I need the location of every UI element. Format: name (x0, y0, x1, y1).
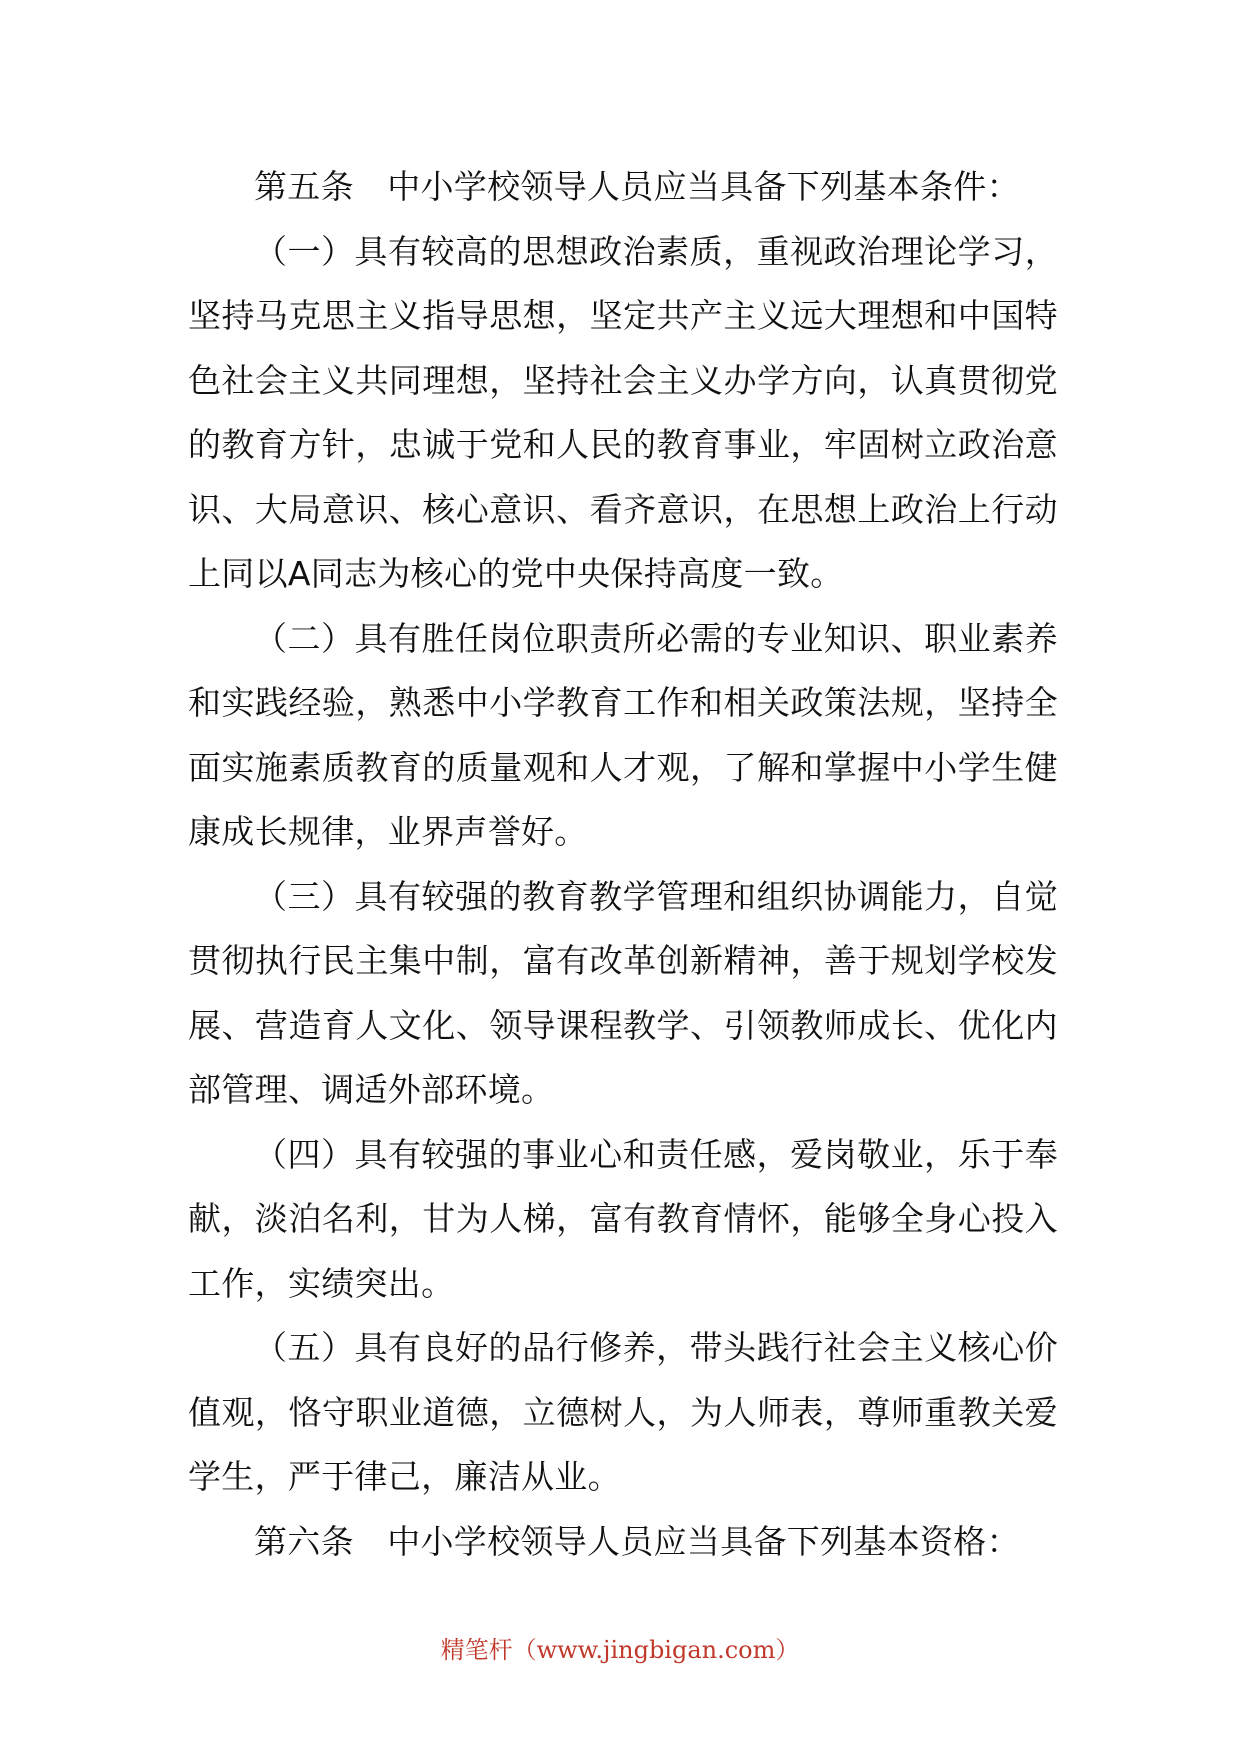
condition-3-paragraph: （三）具有较强的教育教学管理和组织协调能力，自觉贯彻执行民主集中制，富有改革创新精神，善于规划学校发展、营造育人文化、领导课程教学、引领教师成长、优化内部管理、调适外部环境。 (188, 876, 1058, 1109)
article-6-heading: 第六条 中小学校领导人员应当具备下列基本资格： (254, 1521, 1020, 1561)
article-5-heading: 第五条 中小学校领导人员应当具备下列基本条件： (254, 167, 1020, 206)
condition-5-paragraph: （五）具有良好的品行修养，带头践行社会主义核心价值观，恪守职业道德，立德树人，为人师表，尊师重教关爱学生，严于律己，廉洁从业。 (188, 1328, 1058, 1496)
condition-2-paragraph: （二）具有胜任岗位职责所必需的专业知识、职业素养和实践经验，熟悉中小学教育工作和相关政策法规，坚持全面实施素质教育的质量观和人才观，了解和掌握中小学生健康成长规律，业界声誉好。 (188, 618, 1058, 851)
condition-1-paragraph: （一）具有较高的思想政治素质，重视政治理论学习，坚持马克思主义指导思想，坚定共产主义远大理想和中国特色社会主义共同理想，坚持社会主义办学方向，认真贯彻党的教育方针，忠诚于党和人民的教育事业，牢固树立政治意识、大局意识、核心意识、看齐意识，在思想上政治上行动上同以A同志为核心的党中央保持高度一致。 (188, 231, 1058, 593)
condition-4-paragraph: （四）具有较强的事业心和责任感，爱岗敬业，乐于奉献，淡泊名利，甘为人梯，富有教育情怀，能够全身心投入工作，实绩突出。 (188, 1134, 1058, 1303)
footer-watermark: 精笔杆（www.jingbigan.com） (440, 1636, 800, 1664)
document-body (188, 155, 1058, 1574)
